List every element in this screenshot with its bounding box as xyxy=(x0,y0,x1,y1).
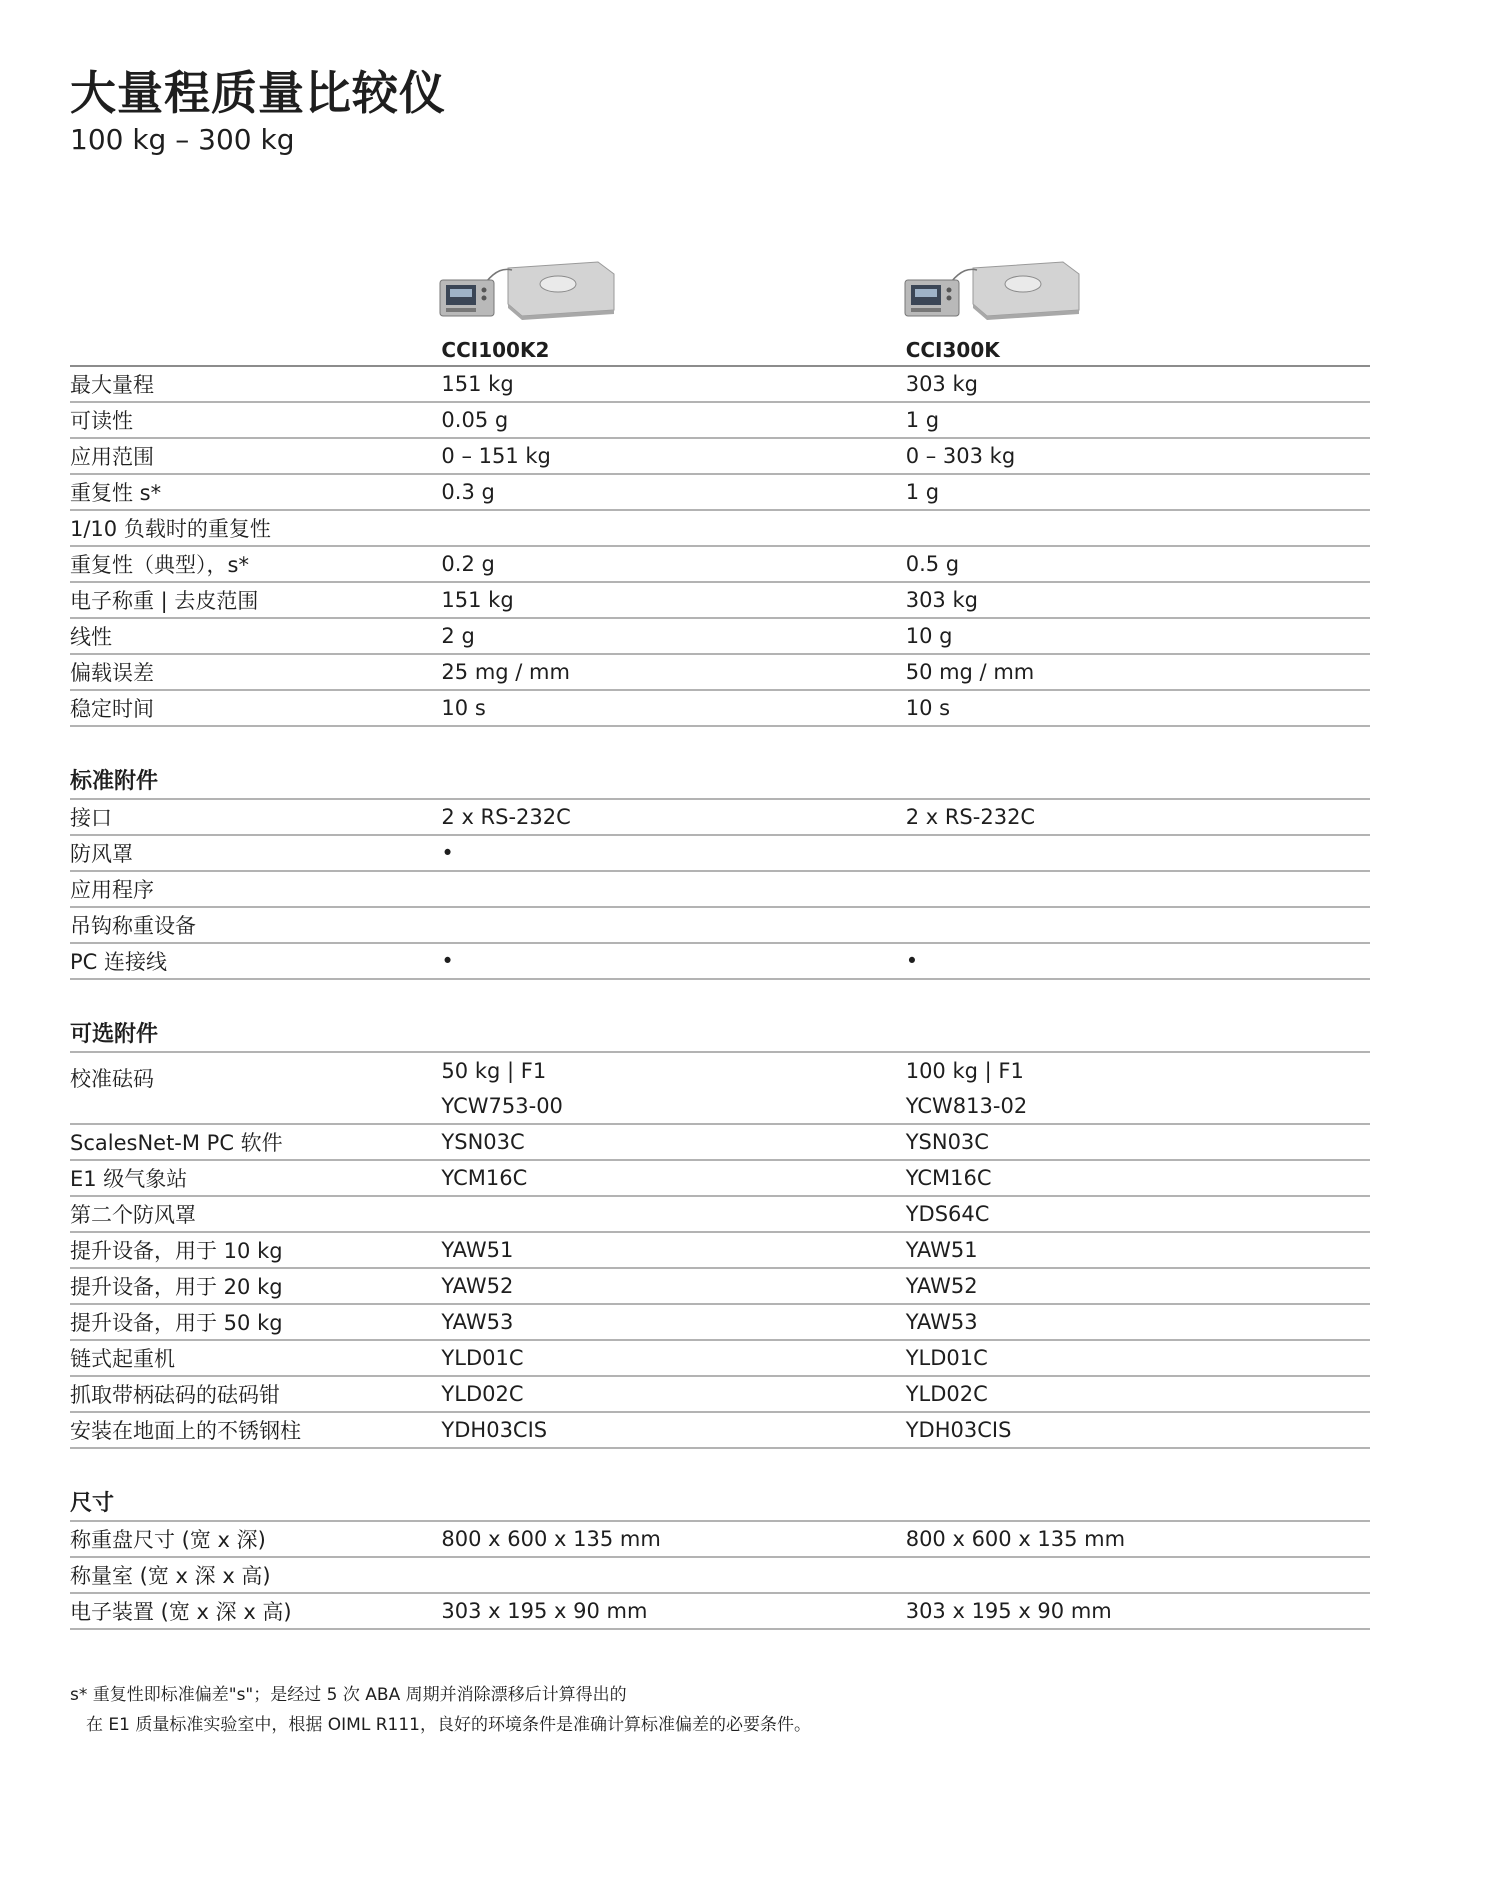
table-row xyxy=(70,403,1370,439)
row-label: 重复性（典型），s* xyxy=(70,553,249,577)
product-image-2 xyxy=(903,252,1083,324)
table-row xyxy=(70,1413,1370,1449)
row-value: YAW52 xyxy=(441,1274,514,1298)
row-value: YSN03C xyxy=(905,1130,989,1154)
row-value: YAW53 xyxy=(905,1310,978,1334)
table-row xyxy=(70,1125,1370,1161)
specs-section xyxy=(70,367,1370,727)
spec-table xyxy=(70,333,1370,1630)
row-label: 应用程序 xyxy=(70,878,154,902)
row-label: ScalesNet-M PC 软件 xyxy=(70,1131,283,1155)
table-row xyxy=(70,908,1370,944)
model-name-2: CCI300K xyxy=(905,338,1000,362)
row-value: 0.05 g xyxy=(441,408,509,432)
row-value: 303 x 195 x 90 mm xyxy=(905,1599,1112,1623)
row-label: 最大量程 xyxy=(70,373,154,397)
row-label: 安装在地面上的不锈钢柱 xyxy=(70,1419,301,1443)
optional-accessories-section xyxy=(70,1125,1370,1449)
row-value: 50 mg / mm xyxy=(905,660,1035,684)
row-value: 0.5 g xyxy=(905,552,960,576)
row-value: 10 s xyxy=(441,696,486,720)
row-label: 1/10 负载时的重复性 xyxy=(70,517,271,541)
model-header-row xyxy=(70,333,1370,367)
standard-accessories-heading: 标准附件 xyxy=(70,767,1370,800)
table-row xyxy=(70,439,1370,475)
row-value: 303 x 195 x 90 mm xyxy=(441,1599,648,1623)
row-value: YAW51 xyxy=(905,1238,978,1262)
dimensions-heading: 尺寸 xyxy=(70,1489,1370,1522)
table-row xyxy=(70,655,1370,691)
footnote xyxy=(70,1680,811,1740)
row-value: YCM16C xyxy=(905,1166,992,1190)
row-value: 0.2 g xyxy=(441,552,495,576)
table-row xyxy=(70,547,1370,583)
row-label: PC 连接线 xyxy=(70,950,168,974)
row-value: YSN03C xyxy=(441,1130,525,1154)
row-value: 800 x 600 x 135 mm xyxy=(441,1527,661,1551)
row-value: 10 s xyxy=(905,696,951,720)
row-label: 抓取带柄砝码的砝码钳 xyxy=(70,1383,280,1407)
row-value: YLD02C xyxy=(441,1382,524,1406)
row-label: 重复性 s* xyxy=(70,481,162,505)
row-label: 偏载误差 xyxy=(70,661,154,685)
row-value: • xyxy=(441,949,454,973)
table-row xyxy=(70,836,1370,872)
table-row xyxy=(70,367,1370,403)
dimensions-section xyxy=(70,1522,1370,1630)
row-value: 25 mg / mm xyxy=(441,660,570,684)
row-value: YCW813-02 xyxy=(905,1093,1028,1118)
row-label: 接口 xyxy=(70,806,112,830)
row-value: 2 x RS-232C xyxy=(441,805,571,829)
row-value: 303 kg xyxy=(905,588,978,612)
row-label: 线性 xyxy=(70,625,112,649)
row-value: YCM16C xyxy=(441,1166,528,1190)
row-label: 提升设备，用于 50 kg xyxy=(70,1311,283,1335)
row-label: 防风罩 xyxy=(70,842,133,866)
row-value: 800 x 600 x 135 mm xyxy=(905,1527,1126,1551)
product-image-1 xyxy=(438,252,618,324)
row-label: 第二个防风罩 xyxy=(70,1203,196,1227)
row-label: 称量室 (宽 x 深 x 高) xyxy=(70,1564,271,1588)
table-row xyxy=(70,583,1370,619)
row-value: YDH03CIS xyxy=(905,1418,1012,1442)
row-label: 吊钩称重设备 xyxy=(70,914,196,938)
table-row xyxy=(70,800,1370,836)
page-title: 大量程质量比较仪 xyxy=(70,66,446,120)
footnote-line-2: 在 E1 质量标准实验室中，根据 OIML R111，良好的环境条件是准确计算标准偏差的必要条件。 xyxy=(86,1715,811,1735)
row-value: YLD02C xyxy=(905,1382,988,1406)
table-row xyxy=(70,1269,1370,1305)
row-value: YLD01C xyxy=(441,1346,524,1370)
table-row xyxy=(70,1161,1370,1197)
table-row xyxy=(70,1594,1370,1630)
row-value: 100 kg | F1 xyxy=(905,1058,1024,1083)
row-value: 151 kg xyxy=(441,588,514,612)
row-value: 0.3 g xyxy=(441,480,495,504)
page-subtitle: 100 kg – 300 kg xyxy=(70,123,295,156)
row-label: 校准砝码 xyxy=(70,1067,154,1091)
row-value: 0 – 151 kg xyxy=(441,444,551,468)
row-value: YDS64C xyxy=(905,1202,990,1226)
row-value: YAW51 xyxy=(441,1238,514,1262)
table-row xyxy=(70,1558,1370,1594)
table-row xyxy=(70,1053,1370,1125)
row-value: 1 g xyxy=(905,408,940,432)
table-row xyxy=(70,1233,1370,1269)
table-row xyxy=(70,1522,1370,1558)
table-row xyxy=(70,475,1370,511)
row-value: 151 kg xyxy=(441,372,514,396)
table-row xyxy=(70,1305,1370,1341)
row-value: • xyxy=(905,949,919,973)
row-value: • xyxy=(441,841,454,865)
row-value: 1 g xyxy=(905,480,940,504)
row-value: YDH03CIS xyxy=(441,1418,548,1442)
row-label: 可读性 xyxy=(70,409,133,433)
row-value: 50 kg | F1 xyxy=(441,1058,547,1083)
row-value: YAW53 xyxy=(441,1310,514,1334)
table-row xyxy=(70,691,1370,727)
row-label: 电子称重 | 去皮范围 xyxy=(70,589,259,613)
table-row xyxy=(70,511,1370,547)
row-label: 应用范围 xyxy=(70,445,154,469)
table-row xyxy=(70,619,1370,655)
optional-accessories-heading: 可选附件 xyxy=(70,1020,1370,1053)
model-name-1: CCI100K2 xyxy=(441,338,550,362)
table-row xyxy=(70,872,1370,908)
row-label: E1 级气象站 xyxy=(70,1167,188,1191)
row-label: 电子装置 (宽 x 深 x 高) xyxy=(70,1600,292,1624)
footnote-line-1: s* 重复性即标准偏差"s"；是经过 5 次 ABA 周期并消除漂移后计算得出的 xyxy=(70,1685,627,1705)
standard-accessories-section xyxy=(70,800,1370,980)
row-label: 提升设备，用于 10 kg xyxy=(70,1239,283,1263)
table-row xyxy=(70,1377,1370,1413)
row-value: YLD01C xyxy=(905,1346,988,1370)
row-label: 提升设备，用于 20 kg xyxy=(70,1275,283,1299)
row-value: 10 g xyxy=(905,624,953,648)
row-value: 303 kg xyxy=(905,372,978,396)
row-label: 称重盘尺寸 (宽 x 深) xyxy=(70,1528,266,1552)
row-value: 0 – 303 kg xyxy=(905,444,1016,468)
table-row xyxy=(70,1197,1370,1233)
table-row xyxy=(70,1341,1370,1377)
row-value: YCW753-00 xyxy=(441,1093,563,1118)
row-label: 稳定时间 xyxy=(70,697,154,721)
table-row xyxy=(70,944,1370,980)
row-value: 2 g xyxy=(441,624,475,648)
row-value: YAW52 xyxy=(905,1274,978,1298)
row-value: 2 x RS-232C xyxy=(905,805,1036,829)
row-label: 链式起重机 xyxy=(70,1347,175,1371)
